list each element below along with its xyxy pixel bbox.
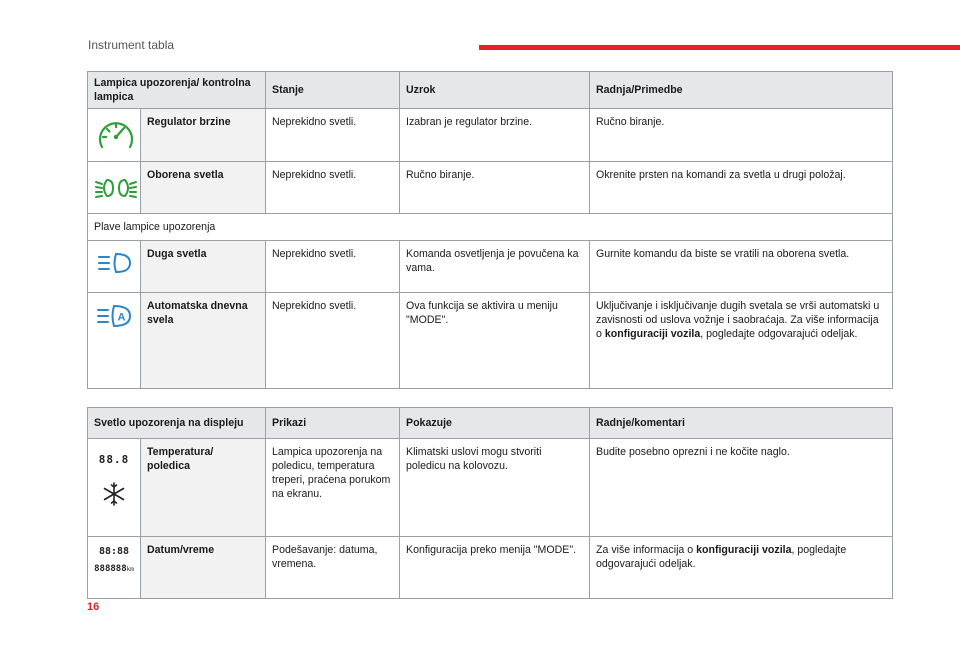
main-beam-icon <box>96 251 132 275</box>
table-row <box>88 439 893 537</box>
action-text: Za više informacija o <box>596 544 697 556</box>
odometer-display <box>94 562 134 577</box>
icon-cell <box>88 537 141 599</box>
action-bold-text: konfiguraciji vozila <box>696 544 792 556</box>
table-row <box>88 293 893 389</box>
action-text: Uključivanje i isključivanje dugih svetala se vrši automatski u zavisnosti od uslova vožnje i saobraćaja. Za više informacija o <box>596 300 880 340</box>
section-accent-bar <box>479 45 960 50</box>
table-header-row <box>88 408 893 439</box>
icon-cell <box>88 439 141 537</box>
table-row <box>88 162 893 214</box>
temperature-display-text: 88.8 <box>98 453 130 466</box>
display-warnings-table <box>87 407 893 599</box>
action-text: , pogledajte odgovarajući odeljak. <box>700 328 858 340</box>
auto-main-beam-icon <box>96 303 132 329</box>
odometer-display-text: 888888 <box>94 564 127 574</box>
action-bold-text: konfiguraciji vozila <box>604 328 701 340</box>
lamp-cause: Ova funkcija se aktivira u meniju "MODE". <box>400 293 590 389</box>
column-header-shows: Prikazi <box>266 408 400 439</box>
lamp-action: Okrenite prsten na komandi za svetla u drugi položaj. <box>590 162 893 214</box>
table-row <box>88 537 893 599</box>
lamp-name: Automatska dnevna svela <box>141 293 266 389</box>
warning-lights-table <box>87 71 893 389</box>
lamp-state: Neprekidno svetli. <box>266 241 400 293</box>
display-cause: Konfiguracija preko menija "MODE". <box>400 537 590 599</box>
speed-regulator-icon <box>94 117 138 157</box>
lamp-state: Neprekidno svetli. <box>266 162 400 214</box>
temperature-ice-icon <box>101 481 127 507</box>
group-label: Plave lampice upozorenja <box>88 214 893 241</box>
display-cause: Klimatski uslovi mogu stvoriti poledicu na kolovozu. <box>400 439 590 537</box>
display-action <box>590 537 893 599</box>
lamp-cause: Ručno biranje. <box>400 162 590 214</box>
display-state: Podešavanje: datuma, vremena. <box>266 537 400 599</box>
display-name: Temperatura/ poledica <box>141 439 266 537</box>
column-header-lamp: Lampica upozorenja/ kontrolna lampica <box>88 72 266 109</box>
display-action: Budite posebno oprezni i ne kočite naglo. <box>590 439 893 537</box>
page-number: 16 <box>87 601 100 613</box>
lamp-cause: Komanda osvetljenja je povučena ka vama. <box>400 241 590 293</box>
icon-cell <box>88 241 141 293</box>
section-title: Instrument tabla <box>88 38 175 52</box>
svg-text:A: A <box>117 311 126 324</box>
column-header-state: Stanje <box>266 72 400 109</box>
icon-cell <box>88 162 141 214</box>
table-row <box>88 109 893 162</box>
group-label-row <box>88 214 893 241</box>
odometer-unit: km <box>126 566 134 573</box>
lamp-name: Duga svetla <box>141 241 266 293</box>
lamp-action <box>590 293 893 389</box>
icon-cell <box>88 109 141 162</box>
lamp-action: Ručno biranje. <box>590 109 893 162</box>
lamp-name: Oborena svetla <box>141 162 266 214</box>
column-header-indicates: Pokazuje <box>400 408 590 439</box>
dipped-beam-icon <box>94 174 138 202</box>
display-name: Datum/vreme <box>141 537 266 599</box>
column-header-action: Radnja/Primedbe <box>590 72 893 109</box>
action-text: , pogledajte odgovarajući odeljak. <box>596 544 847 570</box>
display-state: Lampica upozorenja na poledicu, temperatura treperi, praćena porukom na ekranu. <box>266 439 400 537</box>
lamp-cause: Izabran je regulator brzine. <box>400 109 590 162</box>
lamp-state: Neprekidno svetli. <box>266 293 400 389</box>
column-header-display: Svetlo upozorenja na displeju <box>88 408 266 439</box>
lamp-state: Neprekidno svetli. <box>266 109 400 162</box>
table-header-row <box>88 72 893 109</box>
table-row <box>88 241 893 293</box>
column-header-comments: Radnje/komentari <box>590 408 893 439</box>
icon-cell <box>88 293 141 389</box>
clock-display-text: 88:88 <box>98 546 130 557</box>
lamp-name: Regulator brzine <box>141 109 266 162</box>
lamp-action: Gurnite komandu da biste se vratili na oborena svetla. <box>590 241 893 293</box>
column-header-cause: Uzrok <box>400 72 590 109</box>
